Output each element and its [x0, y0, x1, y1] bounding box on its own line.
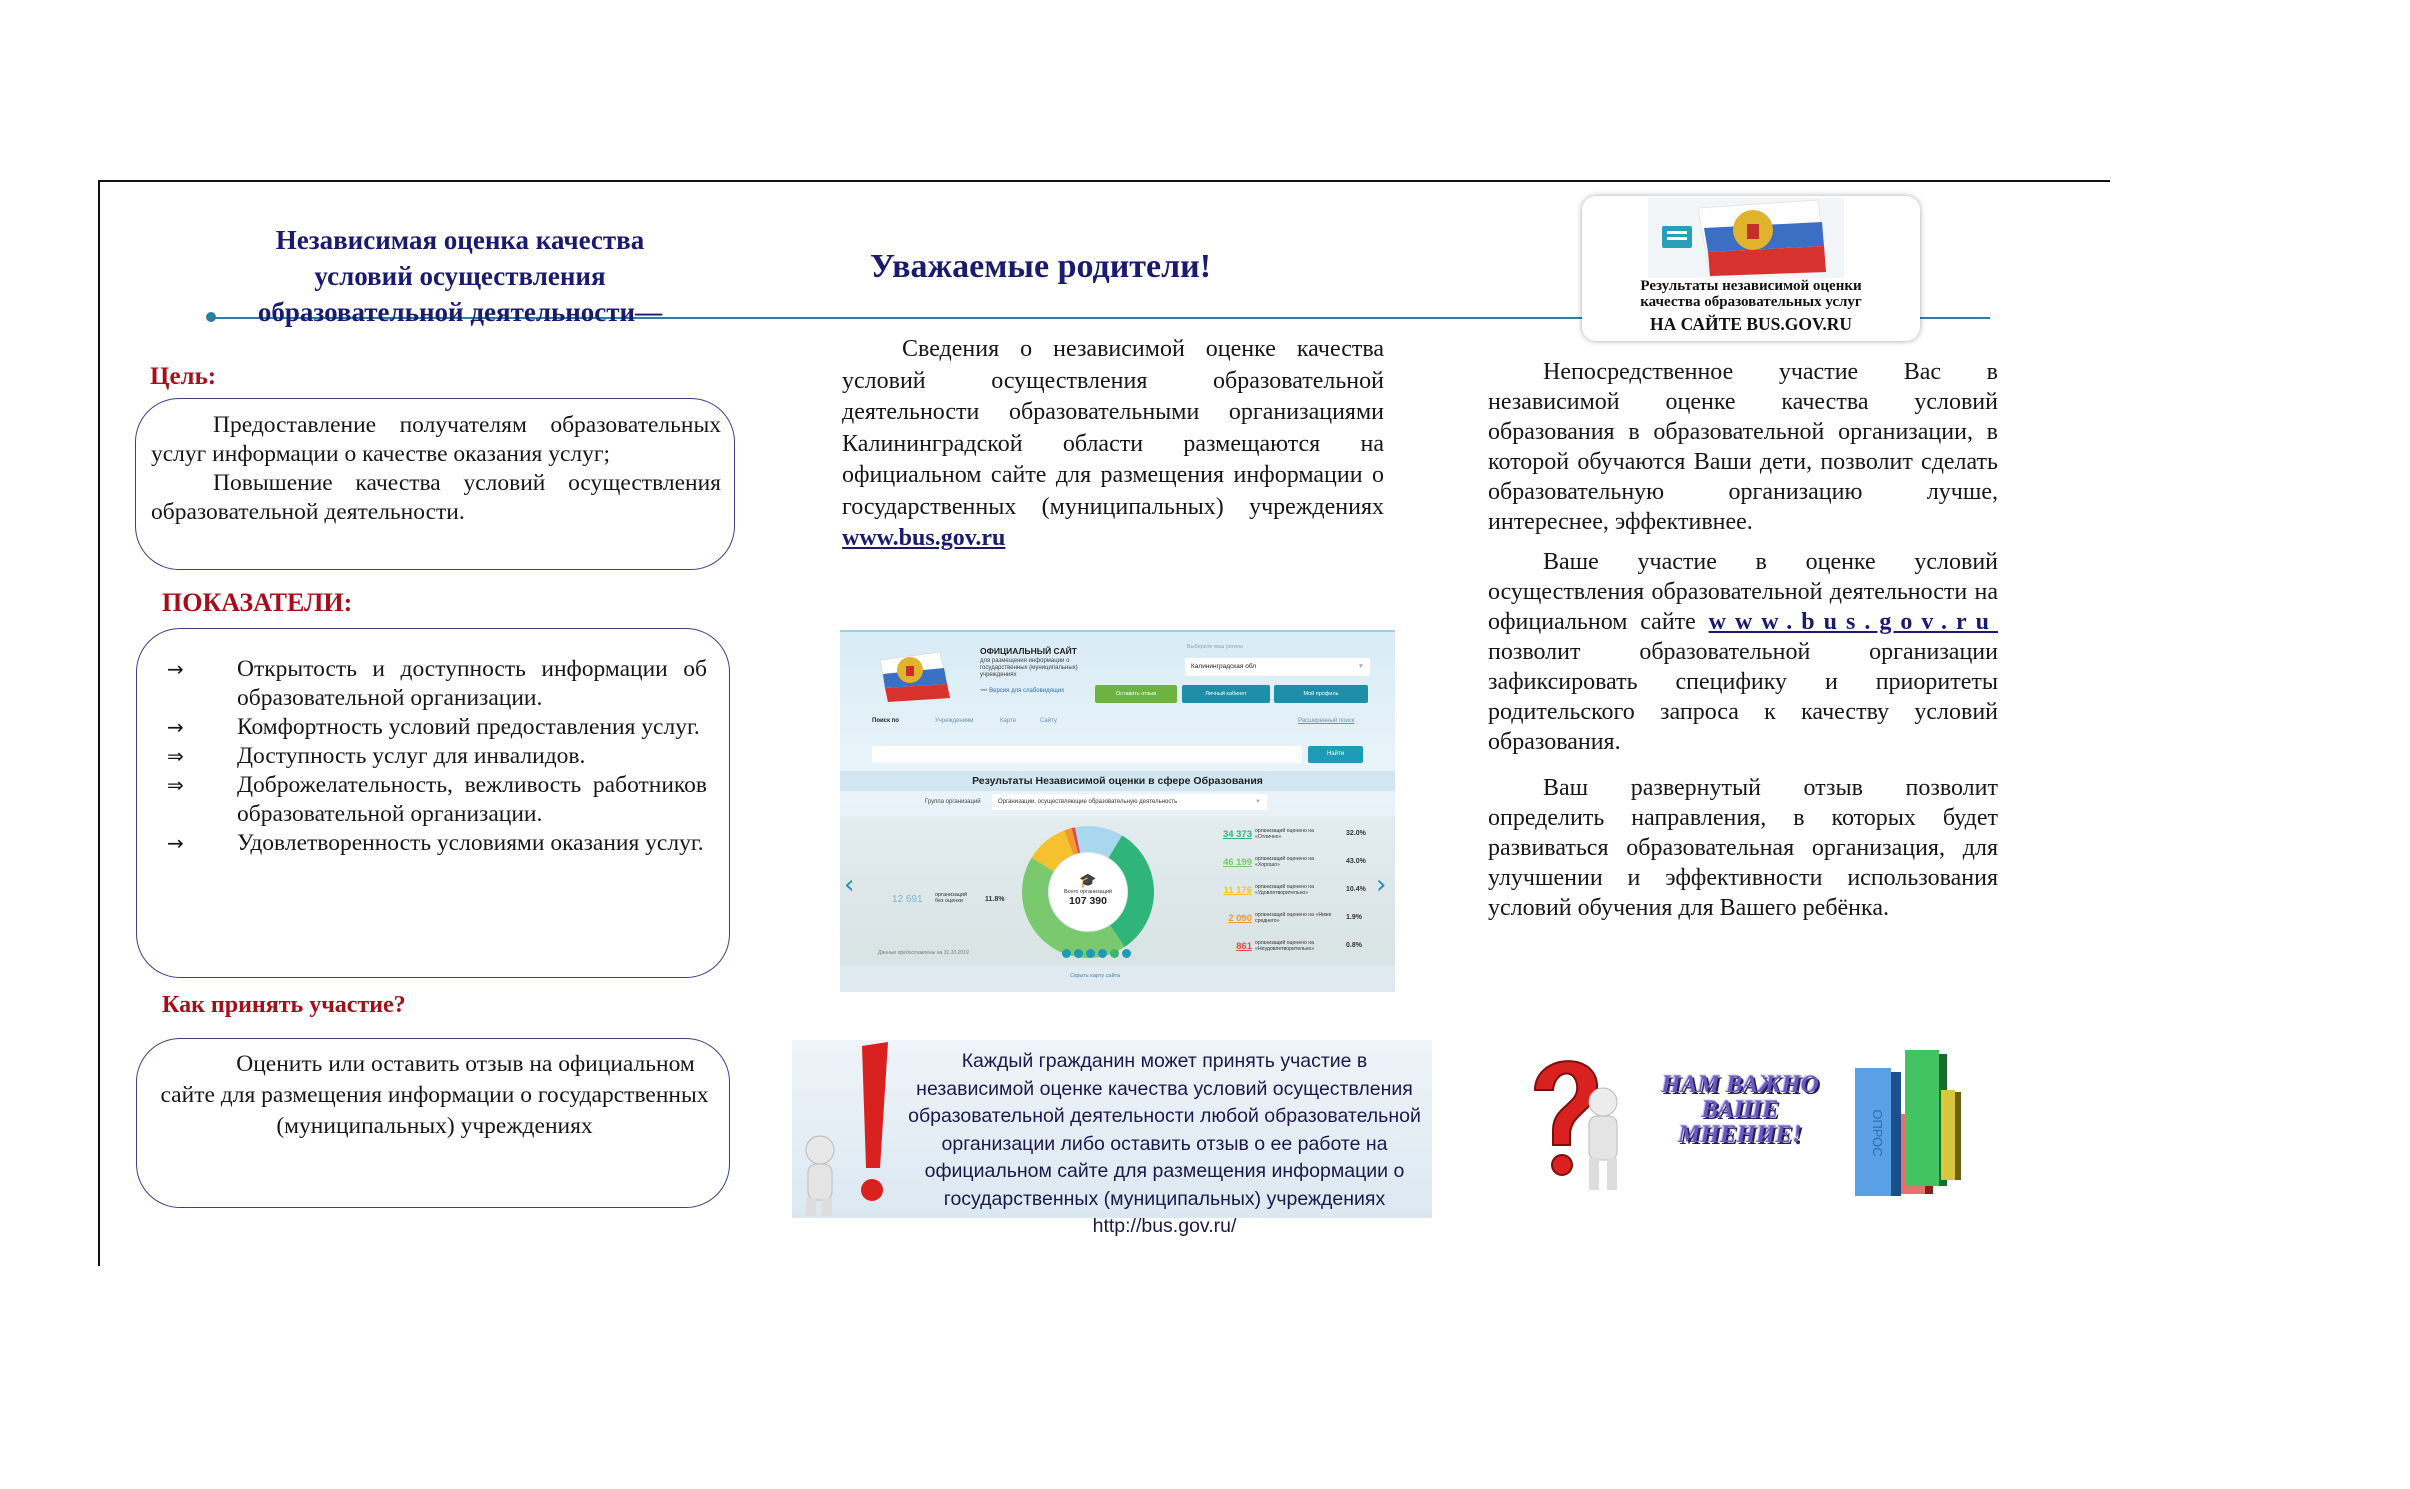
how-heading: Как принять участие?: [162, 992, 406, 1018]
opinion-text: НАМ ВАЖНО ВАШЕ МНЕНИЕ!: [1661, 1071, 1819, 1148]
unrated-label: организаций без оценки: [935, 892, 968, 904]
advanced-search-link[interactable]: Расширенный поиск: [1298, 718, 1355, 724]
unrated-count: 12 691: [892, 894, 923, 905]
russian-emblem-flag-icon: [880, 646, 960, 702]
greeting-heading: Уважаемые родители!: [870, 248, 1212, 285]
title-line: образовательной деятельности—: [257, 297, 663, 327]
right-column-text: [1488, 357, 1998, 933]
goal-box: [135, 398, 735, 570]
page-top-border: [98, 180, 2110, 182]
rating-legend-row: [1192, 826, 1392, 848]
rating-count[interactable]: 11 176: [1223, 885, 1252, 896]
rating-legend-row: [1192, 882, 1392, 904]
indicator-item: ⇒ Доступность услуг для инвалидов.: [167, 743, 586, 769]
search-by-label: Поиск по: [872, 718, 899, 724]
my-profile-button[interactable]: Мой профиль: [1274, 685, 1368, 703]
russian-flag-emblem-icon: [1648, 198, 1844, 278]
next-slide-icon[interactable]: ›: [1376, 870, 1387, 900]
bus-gov-logo-card: [1582, 196, 1920, 341]
total-label: Всего организаций: [1064, 889, 1112, 895]
bus-gov-link[interactable]: www.bus.gov.ru: [1708, 609, 1998, 635]
site-title: ОФИЦИАЛЬНЫЙ САЙТ: [980, 646, 1077, 656]
rating-legend-row: [1192, 938, 1392, 960]
question-mark-person-icon: [1525, 1050, 1635, 1200]
bar-chart-icon: [1855, 1048, 1965, 1198]
rating-label: организаций оценено на «Удовлетворительно»: [1255, 884, 1315, 896]
slide-dots: [1062, 945, 1134, 963]
slide-dot[interactable]: [1086, 949, 1095, 958]
goal-heading: Цель:: [150, 363, 217, 390]
rating-label: организаций оценено на «Ниже среднего»: [1255, 912, 1332, 924]
how-box: [136, 1038, 730, 1208]
chevron-down-icon: ▼: [1255, 799, 1261, 805]
region-select[interactable]: Калининградская обл ▼: [1185, 658, 1370, 676]
participation-paragraph: Непосредственное участие Вас в независимой оценке качества условий образования в образовательной организации, в которой обучаются Ваши дети, позволит сделать образовательную организацию лучше, интереснее, эффективнее.: [1488, 359, 1998, 535]
person-exclamation-illustration: [792, 1040, 902, 1218]
nav-institutions[interactable]: Учреждениям: [935, 718, 974, 724]
chevron-down-icon: ▼: [1357, 663, 1364, 670]
leaflet-title: [150, 222, 770, 330]
prev-slide-icon[interactable]: ‹: [844, 870, 855, 900]
double-arrow-right-icon: ⇒: [167, 773, 184, 797]
arrow-right-icon: →: [167, 715, 184, 739]
title-line: условий осуществления: [314, 261, 606, 291]
site-subtitle: для размещения информации о государственных (муниципальных) учреждениях: [980, 658, 1078, 678]
group-label: Группа организаций: [925, 799, 981, 805]
slide-dot[interactable]: [1062, 949, 1071, 958]
results-title: Результаты Независимой оценки в сфере Образования: [840, 771, 1395, 791]
graduation-cap-icon: 🎓: [1079, 872, 1097, 888]
group-select[interactable]: Организации, осуществляющие образовательную деятельность ▼: [992, 794, 1267, 810]
arrow-right-icon: →: [167, 831, 184, 855]
logo-card-caption: Результаты независимой оценки качества образовательных услуг: [1640, 278, 1862, 310]
page-left-border: [98, 180, 100, 1266]
nav-map[interactable]: Карте: [1000, 718, 1017, 724]
low-vision-link[interactable]: 👓 Версия для слабовидящих: [980, 688, 1065, 694]
feedback-paragraph: Ваш развернутый отзыв позволит определить направления, в которых будет развиваться образовательная организация, для улучшении и эффективности использования условий обучения для Вашего ребёнка.: [1488, 775, 1998, 921]
personal-cabinet-button[interactable]: Личный кабинет: [1182, 685, 1270, 703]
slide-dot[interactable]: [1122, 949, 1131, 958]
goal-paragraph: Предоставление получателям образовательных услуг информации о качестве оказания услуг;: [151, 412, 721, 467]
logo-card-site: НА САЙТЕ BUS.GOV.RU: [1649, 314, 1853, 334]
indicators-box: [136, 628, 730, 978]
rating-percent: 10.4%: [1346, 886, 1366, 893]
rating-label: организаций оценено на «Отлично»: [1255, 828, 1315, 840]
arrow-right-icon: →: [167, 657, 184, 681]
indicator-item: ⇒ Доброжелательность, вежливость работников образовательной организации.: [167, 772, 707, 827]
rating-legend-row: [1192, 854, 1392, 876]
rating-percent: 0.8%: [1346, 942, 1362, 949]
leave-feedback-button[interactable]: Оставить отзыв: [1095, 685, 1177, 703]
rating-percent: 43.0%: [1346, 858, 1366, 865]
indicators-list: [167, 655, 707, 858]
glasses-icon: 👓: [980, 688, 990, 694]
slide-dot[interactable]: [1074, 949, 1083, 958]
nav-site[interactable]: Сайту: [1040, 718, 1057, 724]
rating-label: организаций оценено на «Хорошо»: [1255, 856, 1315, 868]
rating-count[interactable]: 46 199: [1222, 857, 1252, 868]
donut-center: [1058, 872, 1118, 907]
website-paragraph: Ваше участие в оценке условий осуществления образовательной деятельности на официальном сайте www.bus.gov.ru позволит образовательной организации зафиксировать специфику и приоритеты родительского запроса к качеству условий образования.: [1488, 549, 1998, 755]
rating-percent: 32.0%: [1346, 830, 1366, 837]
find-button[interactable]: Найти: [1308, 746, 1363, 763]
goal-paragraph: Повышение качества условий осуществления образовательной деятельности.: [151, 470, 721, 525]
title-line: Независимая оценка качества: [275, 225, 645, 255]
rating-count[interactable]: 861: [1236, 941, 1252, 952]
double-arrow-right-icon: ⇒: [167, 744, 184, 768]
intro-paragraph: Сведения о независимой оценке качества условий осуществления образовательной деятельности образовательными организациями Калининградской области размещаются на официальном сайте для размещения информации о государственных (муниципальных) учреждениях www.bus.gov.ru: [842, 336, 1384, 551]
site-search-input[interactable]: [872, 746, 1302, 763]
total-value: 107 390: [1069, 895, 1107, 907]
goal-text: [151, 411, 721, 527]
indicator-item: → Удовлетворенность условиями оказания услуг.: [167, 830, 704, 856]
bus-gov-link[interactable]: www.bus.gov.ru: [842, 525, 1006, 551]
rating-count[interactable]: 2 090: [1228, 913, 1252, 924]
unrated-percent: 11.8%: [985, 896, 1005, 903]
indicator-item: → Комфортность условий предоставления услуг.: [167, 714, 700, 740]
slide-dot[interactable]: [1110, 949, 1119, 958]
rating-legend-row: [1192, 910, 1392, 932]
participation-banner: [792, 1040, 1432, 1237]
indicators-heading: ПОКАЗАТЕЛИ:: [162, 588, 353, 617]
rating-count[interactable]: 34 373: [1222, 829, 1252, 840]
bus-gov-screenshot: [840, 630, 1395, 992]
hide-sitemap-link[interactable]: Скрыть карту сайта: [1070, 973, 1121, 979]
banner-text: Каждый гражданин может принять участие в независимой оценке качества условий осуществления образовательной деятельности любой образовательной организации либо оставить отзыв о ее работе на официальном сайте для размещения информации о государственных (муниципальных) учреждениях http://bus.gov.ru/: [908, 1050, 1421, 1237]
region-label: Выберите ваш регион: [1187, 644, 1244, 650]
data-date: Данные предоставлены на 31.10.2019: [878, 950, 969, 956]
rating-label: организаций оценено на «Неудовлетворительно»: [1255, 940, 1315, 952]
how-text: Оценить или оставить отзыв на официальном сайте для размещения информации о государственных (муниципальных) учреждениях: [160, 1051, 709, 1139]
indicator-item: → Открытость и доступность информации об образовательной организации.: [167, 656, 707, 711]
slide-dot[interactable]: [1098, 949, 1107, 958]
opinion-banner: [1525, 1040, 1965, 1210]
rating-percent: 1.9%: [1346, 914, 1362, 921]
poll-label: ОПРОС: [1870, 1109, 1885, 1157]
